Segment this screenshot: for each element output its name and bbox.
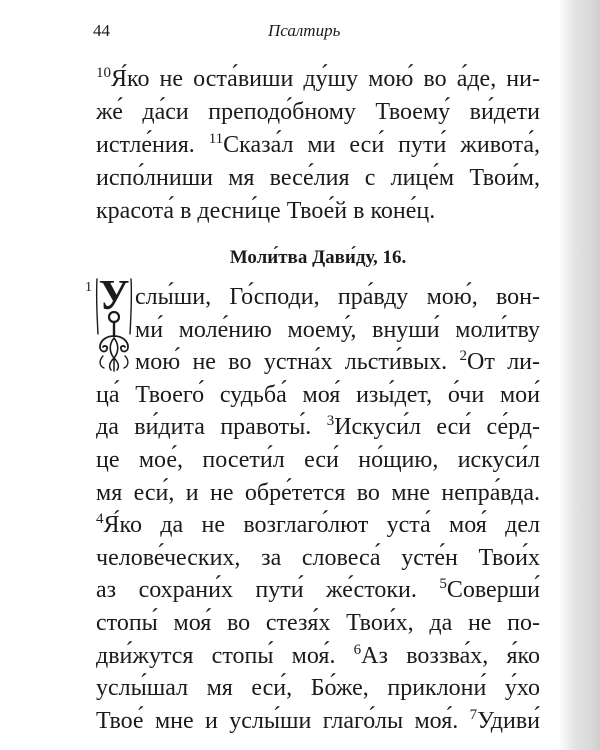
text-line (96, 672, 540, 705)
line-text: же́ да́си преподо́бному Твоему́ ви́дети (96, 99, 540, 125)
page-edge-shadow (558, 0, 600, 750)
line-text: Соверши́ (446, 577, 540, 604)
line-text: слы́ши, Го́споди, пра́вду мою́, вон- (135, 284, 540, 310)
text-line (96, 705, 540, 738)
verse-number: 11 (208, 131, 224, 147)
verse-number: 10 (96, 65, 111, 81)
text-line (96, 129, 540, 162)
line-text: Сказа́л ми еси́ пути́ живота́, (223, 132, 540, 158)
text-line (96, 640, 540, 673)
line-text: ми́ моле́нию моему́, внуши́ моли́тву (135, 316, 540, 343)
line-text: це мое́, посети́л еси́ но́щию, искуси́л (96, 446, 540, 473)
psalm-16-title: Моли́тва Дави́ду, 16. (229, 247, 407, 268)
text-line (96, 477, 540, 510)
text-line (96, 542, 540, 575)
text-line (96, 379, 540, 412)
page-number: 44 (93, 21, 110, 40)
text-line (96, 195, 540, 228)
verse-number: 7 (469, 706, 478, 723)
verse-number: 1 (85, 280, 92, 295)
psalm-15-ending (96, 63, 540, 228)
verse-number: 4 (96, 511, 104, 528)
line-text: Искуси́л еси́ се́рд- (334, 414, 540, 441)
text-line (96, 63, 540, 96)
verse-number: 5 (439, 576, 447, 593)
line-text: мя еси́, и не обре́тется во мне непра́вда. (96, 479, 540, 506)
text-line (96, 281, 540, 314)
text-line (96, 411, 540, 444)
line-text: стопы́ моя́ во стезя́х Твои́х, да не по- (96, 609, 540, 636)
line-text: аз сохрани́х пути́ же́стоки. (96, 577, 417, 604)
line-text: дви́жутся стопы́ моя́. (96, 642, 336, 669)
line-text: Аз воззва́х, я́ко (361, 642, 540, 669)
text-line (96, 574, 540, 607)
line-text: ца́ Твоего́ судьба́ моя́ изы́дет, о́чи мои́ (96, 381, 540, 408)
text-line (96, 162, 540, 195)
line-text: истле́ния. (96, 132, 195, 158)
line-text: Удиви́ (477, 707, 540, 734)
text-line (96, 314, 540, 347)
verse-number: 6 (353, 641, 362, 658)
verse-number: 3 (326, 413, 335, 430)
text-line (96, 607, 540, 640)
text-line (96, 96, 540, 129)
line-text: мою́ не во устна́х льсти́вых. (135, 349, 448, 376)
line-text: да ви́дита правоты́. (96, 414, 312, 441)
psalm-16-text (96, 281, 540, 737)
line-text: испо́лниши мя весе́лия с лице́м Твои́м, (96, 165, 540, 191)
line-text: Твое́ мне и услы́ши глаго́лы моя́. (96, 707, 459, 734)
text-line (96, 346, 540, 379)
verse-number: 2 (459, 348, 468, 365)
text-line (96, 444, 540, 477)
line-text: Я́ко не оста́виши ду́шу мою́ во а́де, ни- (111, 66, 540, 92)
line-text: услы́шал мя еси́, Бо́же, приклони́ у́хо (96, 675, 540, 702)
drop-cap-letter: У (98, 273, 130, 319)
running-title: Псалтирь (268, 21, 341, 40)
line-text: Я́ко да не возглаго́лют уста́ моя́ дел (103, 512, 540, 539)
line-text: От ли- (467, 349, 540, 376)
line-text: красота́ в десни́це Твое́й в коне́ц. (96, 198, 436, 224)
text-line (96, 509, 540, 542)
line-text: челове́ческих, за словеса́ усте́н Твои́х (96, 544, 540, 571)
